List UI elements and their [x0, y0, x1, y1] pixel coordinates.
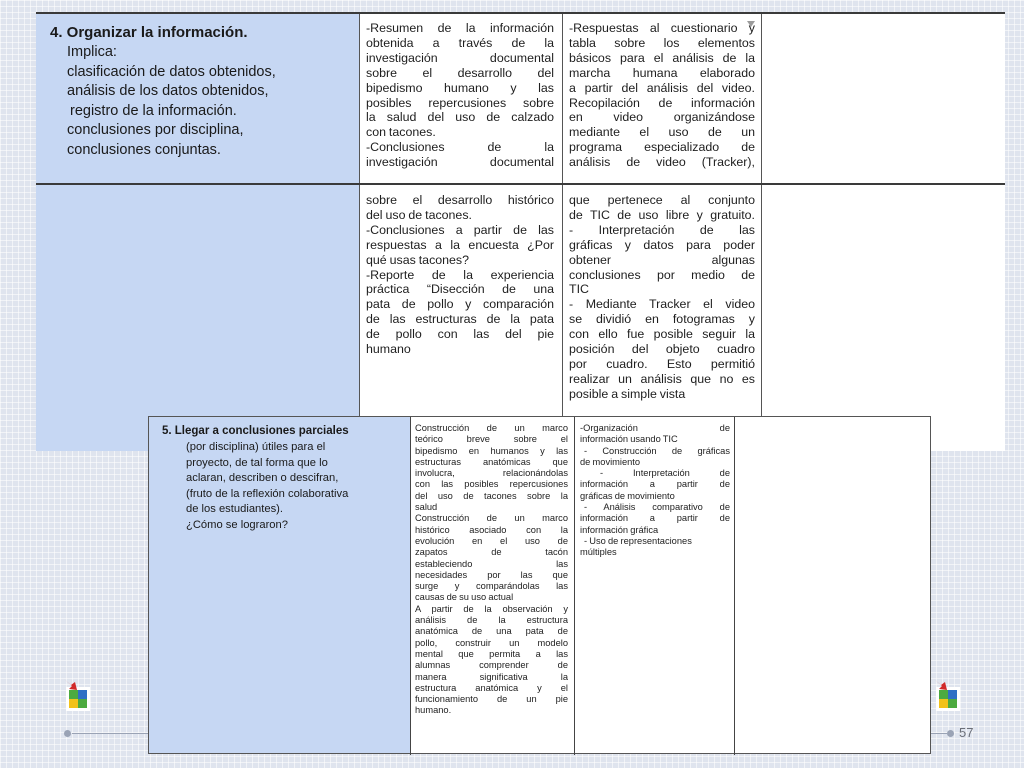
text-line: -Reporte de la experiencia: [366, 267, 554, 282]
text-line: investigación documental: [366, 155, 554, 170]
text-line: con ello fue posible seguir la: [569, 327, 755, 342]
text-line: -Conclusiones a partir de las: [366, 222, 554, 237]
text-line: humano.: [415, 705, 452, 716]
column-divider: [562, 14, 563, 451]
page-number: 57: [959, 725, 974, 740]
text-line: TIC: [569, 282, 589, 297]
text-line: zapatos de tacón: [415, 547, 568, 558]
dropdown-arrow-icon: [747, 21, 755, 27]
text-line: de las estructuras de la pata: [366, 312, 554, 327]
text-line: -Respuestas al cuestionario y: [569, 21, 755, 35]
text-line: información a partir de: [580, 479, 730, 490]
text-line: - Construcción de gráficas: [584, 445, 730, 456]
text-line: programa especializado de: [569, 140, 755, 155]
text-line: causas de su uso actual: [415, 592, 514, 603]
section5-label-cell: [149, 417, 410, 753]
text-line: a partir del análisis del video.: [569, 80, 755, 95]
text-line: análisis de video (Tracker),: [569, 155, 755, 170]
text-line: - Análisis comparativo de: [584, 502, 730, 513]
text-line: información gráfica: [580, 524, 659, 535]
text-line: realizar un análisis que no es: [569, 371, 755, 386]
organize-info-table: [36, 12, 1005, 451]
text-line: respuestas a la encuesta ¿Por: [366, 237, 554, 252]
text-line: conclusiones por medio de: [569, 267, 755, 282]
section5-item: aclaran, describen o descifran,: [186, 472, 339, 485]
section5-col2: [415, 423, 568, 748]
column-divider: [359, 14, 360, 451]
text-line: alumnas comprender de: [415, 660, 568, 671]
text-line: sobre el desarrollo del: [366, 65, 554, 80]
section5-item: (fruto de la reflexión colaborativa: [186, 487, 349, 500]
section4-col2-row2: [366, 193, 554, 373]
text-line: información usando TIC: [580, 434, 678, 445]
section4-item: análisis de los datos obtenidos,: [67, 83, 269, 99]
section4-col3-row2: [569, 193, 755, 413]
column-divider: [761, 14, 762, 451]
section5-item: de los estudiantes).: [186, 503, 284, 516]
text-line: salud: [415, 502, 438, 513]
section5-item: ¿Cómo se lograron?: [186, 518, 288, 531]
conclusions-table: [148, 416, 931, 754]
text-line: estructura anatómica y el: [415, 682, 568, 693]
text-line: -Resumen de la información: [366, 21, 554, 35]
text-line: que pertenece al conjunto: [569, 193, 755, 207]
text-line: con las posibles repercusiones: [415, 479, 568, 490]
column-divider: [574, 417, 575, 755]
text-line: manera significativa la: [415, 671, 568, 682]
text-line: con tacones.: [366, 125, 436, 140]
text-line: de pollo con las del pie: [366, 327, 554, 342]
text-line: - Uso de representaciones: [584, 535, 692, 546]
text-line: bipedismo humano y las: [366, 80, 554, 95]
text-line: bipedismo en humanos y las: [415, 445, 568, 456]
column-divider: [734, 417, 735, 755]
text-line: evolución en el uso de: [415, 535, 568, 546]
text-line: posición del objeto cuadro: [569, 342, 755, 357]
text-line: - Interpretación de las: [569, 222, 755, 237]
text-line: en video organizándose: [569, 110, 755, 125]
section4-col3-row1: [569, 21, 755, 181]
text-line: sobre el desarrollo histórico: [366, 193, 554, 207]
text-line: teórico breve sobre el: [415, 434, 568, 445]
section4-title: 4. Organizar la información.: [50, 24, 248, 41]
puzzle-logo-icon: [932, 676, 962, 712]
footer-left-dot: [64, 730, 71, 737]
text-line: del uso de tacones.: [366, 207, 472, 222]
text-line: qué usas tacones?: [366, 252, 470, 267]
text-line: marcha humana elaborado: [569, 65, 755, 80]
text-line: Construcción de un marco: [415, 513, 568, 524]
text-line: gráficas de movimiento: [580, 490, 675, 501]
text-line: investigación documental: [366, 50, 554, 65]
text-line: estructuras anatómicas que: [415, 456, 568, 467]
text-line: humano: [366, 342, 411, 357]
column-divider: [410, 417, 411, 755]
text-line: funcionamiento de un pie: [415, 694, 568, 705]
text-line: múltiples: [580, 547, 617, 558]
text-line: mental que permita a las: [415, 648, 568, 659]
section4-col2-row1: [366, 21, 554, 181]
row-divider: [36, 183, 1005, 185]
text-line: posible a simple vista: [569, 386, 686, 401]
text-line: -Organización de: [580, 423, 730, 433]
text-line: pata de pollo y comparación: [366, 297, 554, 312]
section5-title: 5. Llegar a conclusiones parciales: [162, 425, 349, 437]
footer-right-dot: [947, 730, 954, 737]
section5-item: (por disciplina) útiles para el: [186, 441, 326, 453]
section4-item: registro de la información.: [70, 102, 237, 119]
section4-item: Implica:: [67, 44, 117, 60]
text-line: histórico asociado con la: [415, 524, 568, 535]
section4-item: conclusiones por disciplina,: [67, 122, 244, 138]
text-line: - Mediante Tracker el video: [569, 297, 755, 312]
text-line: estableciendo las: [415, 558, 568, 569]
text-line: la salud del uso de calzado: [366, 110, 554, 125]
text-line: básicos para el análisis de la: [569, 50, 755, 65]
text-line: A partir de la observación y: [415, 603, 568, 614]
text-line: mediante el uso de un: [569, 125, 755, 140]
puzzle-logo-icon: [62, 676, 92, 712]
section4-label-cell: [36, 14, 359, 451]
text-line: análisis de la estructura: [415, 615, 568, 626]
footer-left-line: [72, 733, 148, 734]
text-line: de TIC de uso libre y gratuito.: [569, 207, 755, 222]
text-line: posibles repercusiones sobre: [366, 95, 554, 110]
text-line: obtenida a través de la: [366, 35, 554, 50]
text-line: Construcción de un marco: [415, 423, 568, 433]
text-line: anatómica de una pata de: [415, 626, 568, 637]
text-line: Recopilación de información: [569, 95, 755, 110]
text-line: surge y comparándolas las: [415, 581, 568, 592]
text-line: gráficas y datos para poder: [569, 237, 755, 252]
text-line: obtener algunas: [569, 252, 755, 267]
text-line: tabla sobre los elementos: [569, 35, 755, 50]
text-line: información a partir de: [580, 513, 730, 524]
footer-right-line: [931, 733, 947, 734]
text-line: involucra, relacionándolas: [415, 468, 568, 479]
text-line: -Conclusiones de la: [366, 140, 554, 155]
text-line: - Interpretación de: [600, 468, 730, 479]
text-line: práctica “Disección de una: [366, 282, 554, 297]
text-line: se dividió en fotogramas y: [569, 312, 755, 327]
text-line: de movimiento: [580, 456, 641, 467]
text-line: del uso de tacones sobre la: [415, 490, 568, 501]
text-line: necesidades por las que: [415, 569, 568, 580]
text-line: por cuadro. Esto permitió: [569, 356, 755, 371]
text-line: pollo, construir un modelo: [415, 637, 568, 648]
section5-col3: [580, 423, 730, 573]
section4-item: conclusiones conjuntas.: [67, 141, 221, 158]
section5-item: proyecto, de tal forma que lo: [186, 456, 328, 469]
section4-item: clasificación de datos obtenidos,: [67, 63, 276, 80]
